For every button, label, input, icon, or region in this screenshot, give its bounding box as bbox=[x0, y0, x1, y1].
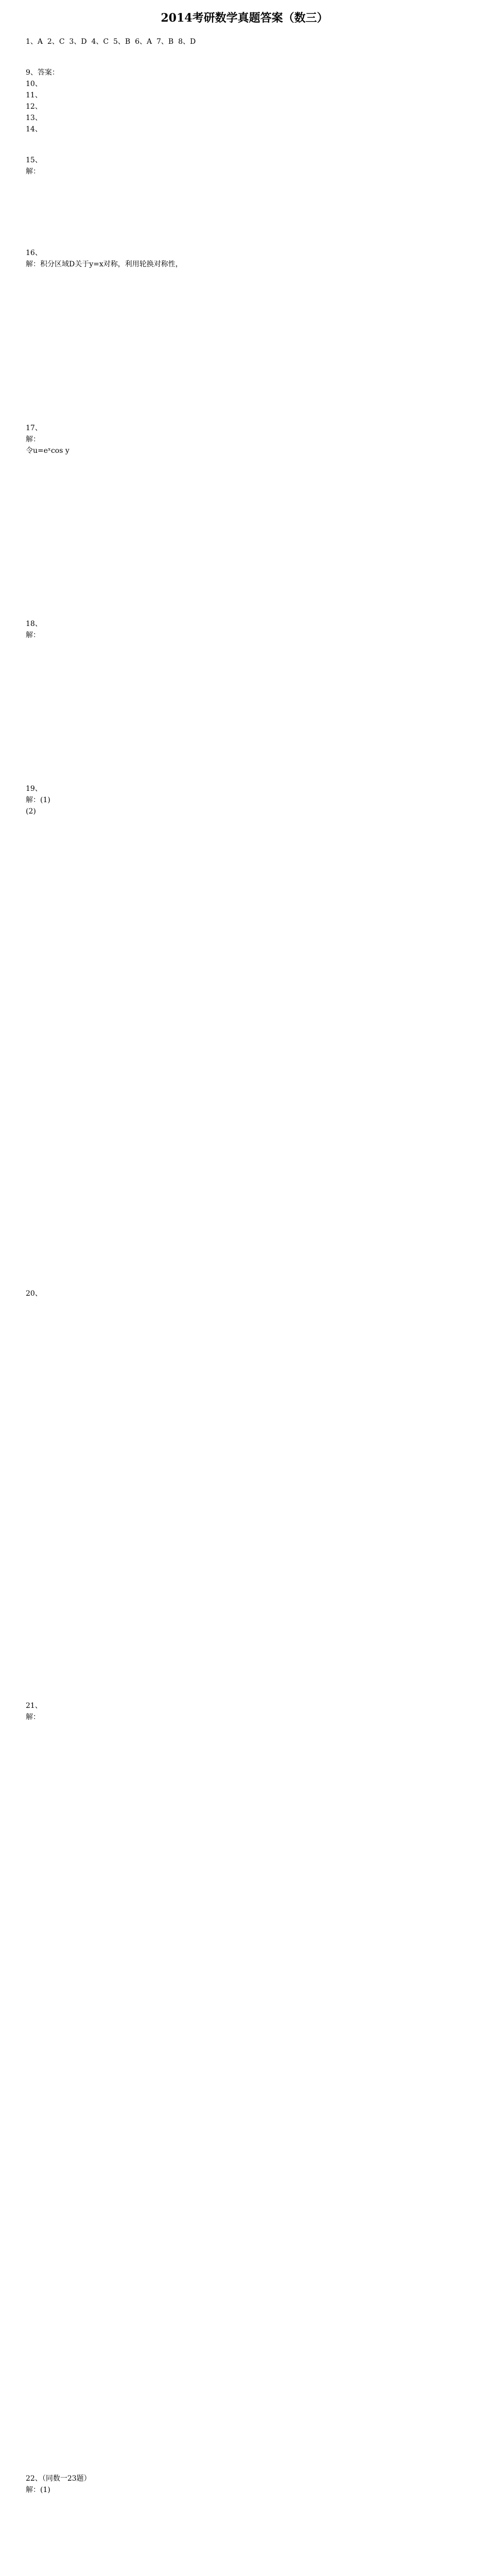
section-4 bbox=[26, 247, 463, 270]
section-1 bbox=[26, 36, 463, 47]
text-line: 解： bbox=[26, 631, 40, 639]
text-line: 解： bbox=[26, 1713, 40, 1721]
text-line: 22、（同数一23题） bbox=[26, 2475, 91, 2483]
text-line: 19、 bbox=[26, 785, 42, 793]
section-10 bbox=[26, 2473, 463, 2496]
text-line: 解：积分区域D关于y=x对称，利用轮换对称性， bbox=[26, 260, 183, 268]
text-line: 解： bbox=[26, 435, 40, 444]
text-line: 9、答案： bbox=[26, 69, 59, 77]
text-line: 20、 bbox=[26, 1290, 42, 1298]
text-line: 18、 bbox=[26, 620, 42, 628]
text-line: 17、 bbox=[26, 424, 42, 432]
text-line: 21、 bbox=[26, 1702, 42, 1710]
text-line: 10、 bbox=[26, 80, 42, 88]
text-line: 解：(1) bbox=[26, 796, 50, 804]
doc-title: 2014考研数学真题答案（数三） bbox=[161, 11, 328, 25]
text-line: 14、 bbox=[26, 125, 42, 133]
text-line: 解： bbox=[26, 167, 40, 176]
text-line: 1、A 2、C 3、D 4、C 5、B 6、A 7、B 8、D bbox=[26, 38, 196, 46]
text-line: 解：(1) bbox=[26, 2486, 50, 2494]
text-line: 12、 bbox=[26, 103, 42, 111]
section-5 bbox=[26, 422, 463, 456]
text-line: 令u=eˣcos y bbox=[26, 447, 69, 455]
text-line: 16、 bbox=[26, 249, 42, 257]
text-line: (2) bbox=[26, 807, 36, 816]
section-8 bbox=[26, 1288, 463, 1299]
section-7 bbox=[26, 783, 463, 817]
section-2 bbox=[26, 67, 463, 135]
text-line: 11、 bbox=[26, 91, 42, 99]
text-line: 13、 bbox=[26, 114, 42, 122]
text-line: 15、 bbox=[26, 156, 42, 164]
section-3 bbox=[26, 155, 463, 177]
section-6 bbox=[26, 618, 463, 641]
section-9 bbox=[26, 1700, 463, 1723]
